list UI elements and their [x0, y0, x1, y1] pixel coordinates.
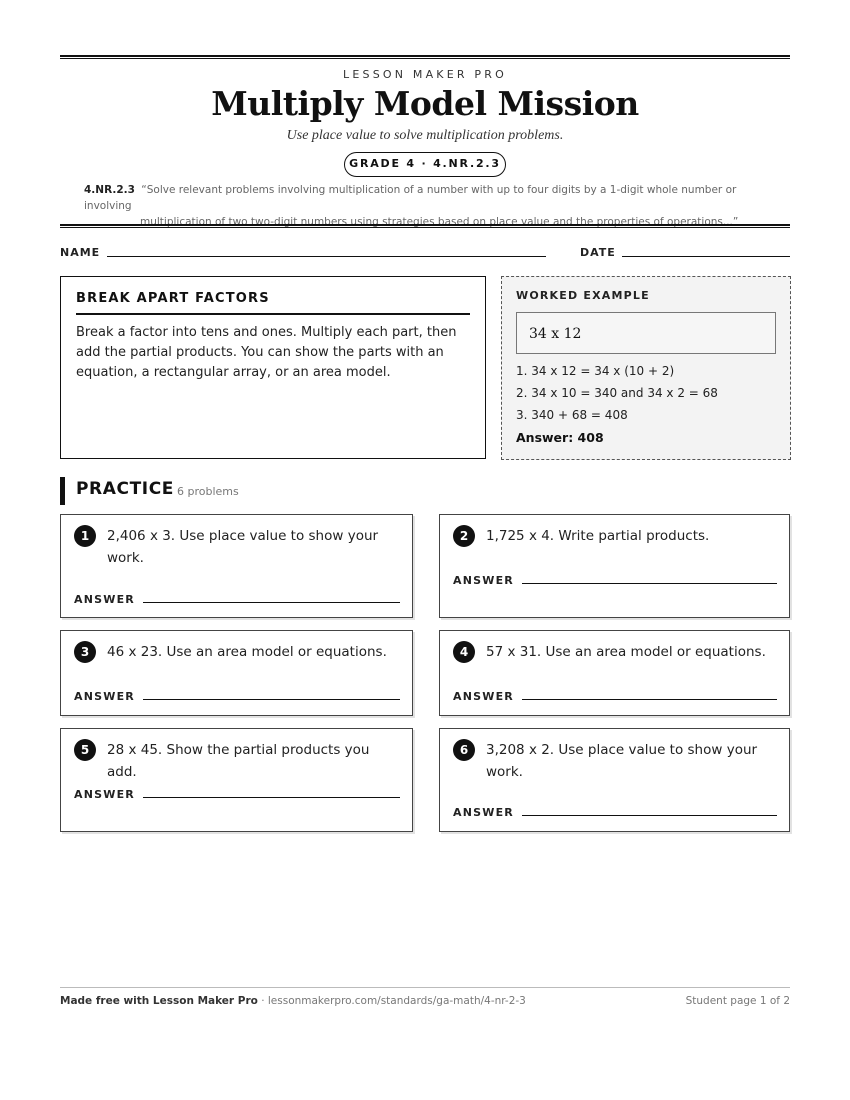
worked-example-answer: Answer: 408 [516, 430, 604, 445]
practice-title: PRACTICE [76, 479, 174, 499]
problem-text: 2,406 x 3. Use place value to show your work. [107, 528, 379, 566]
answer-row [74, 593, 400, 606]
date-field[interactable] [622, 256, 790, 257]
problem-text: 3,208 x 2. Use place value to show your work. [486, 742, 758, 780]
footer-page-number: Student page 1 of 2 [685, 995, 790, 1007]
answer-field[interactable] [522, 699, 777, 700]
worksheet-page [60, 0, 790, 1100]
problem-number-badge: 4 [453, 641, 475, 663]
footer-url[interactable]: · lessonmakerpro.com/standards/ga-math/4-nr-2-3 [257, 995, 526, 1007]
header-bottom-double-rule [60, 224, 790, 228]
practice-count: 6 problems [177, 485, 239, 498]
break-apart-title: BREAK APART FACTORS [76, 291, 470, 315]
problem-card-4 [439, 630, 790, 716]
problem-card-1 [60, 514, 413, 618]
problem-card-5 [60, 728, 413, 832]
problem-card-3 [60, 630, 413, 716]
problem-text: 28 x 45. Show the partial products you add. [107, 742, 370, 780]
standard-text-line1: “Solve relevant problems involving multiplication of a number with up to four digits by a 1-digit whole number or involving [84, 184, 737, 212]
answer-field[interactable] [522, 815, 777, 816]
worked-step: 1. 34 x 12 = 34 x (10 + 2) [516, 364, 675, 378]
answer-label: ANSWER [453, 574, 514, 587]
worked-step: 2. 34 x 10 = 340 and 34 x 2 = 68 [516, 386, 718, 400]
answer-row [453, 806, 777, 819]
answer-field[interactable] [522, 583, 777, 584]
answer-row [453, 690, 777, 703]
worked-example-box [501, 276, 791, 460]
answer-field[interactable] [143, 797, 400, 798]
answer-row [74, 788, 400, 801]
page-title: Multiply Model Mission [211, 84, 639, 123]
answer-label: ANSWER [453, 690, 514, 703]
standard-code: 4.NR.2.3 [84, 184, 135, 196]
worked-example-title: WORKED EXAMPLE [516, 289, 650, 302]
practice-accent-bar [60, 477, 65, 505]
worked-example-problem: 34 x 12 [516, 312, 776, 354]
problem-text: 1,725 x 4. Write partial products. [486, 528, 710, 544]
problem-number-badge: 5 [74, 739, 96, 761]
break-apart-body: Break a factor into tens and ones. Multiply each part, then add the partial products. You can show the parts with an equation, a rectangular array, or an area model. [76, 325, 457, 380]
footer-rule [60, 987, 790, 988]
problem-number-badge: 3 [74, 641, 96, 663]
page-subtitle: Use place value to solve multiplication problems. [286, 128, 564, 143]
name-field[interactable] [107, 256, 546, 257]
name-label: NAME [60, 246, 101, 259]
standard-text-line2: multiplication of two two-digit numbers using strategies based on place value and the properties of operations...” [140, 216, 739, 228]
answer-row [74, 690, 400, 703]
problem-number-badge: 6 [453, 739, 475, 761]
answer-row [453, 574, 777, 587]
problem-number-badge: 1 [74, 525, 96, 547]
date-label: DATE [580, 246, 616, 259]
problem-card-6 [439, 728, 790, 832]
top-double-rule [60, 55, 790, 59]
footer [60, 995, 790, 1007]
answer-label: ANSWER [453, 806, 514, 819]
standard-description [84, 182, 774, 230]
worked-example-steps [516, 360, 776, 426]
answer-field[interactable] [143, 602, 400, 603]
answer-label: ANSWER [74, 788, 135, 801]
answer-label: ANSWER [74, 690, 135, 703]
answer-field[interactable] [143, 699, 400, 700]
grade-badge: GRADE 4 · 4.NR.2.3 [344, 152, 506, 177]
brand-name: LESSON MAKER PRO [343, 68, 507, 81]
problem-card-2 [439, 514, 790, 618]
break-apart-box [60, 276, 486, 459]
worked-step: 3. 340 + 68 = 408 [516, 408, 628, 422]
problem-text: 46 x 23. Use an area model or equations. [107, 644, 387, 660]
answer-label: ANSWER [74, 593, 135, 606]
problem-text: 57 x 31. Use an area model or equations. [486, 644, 766, 660]
problem-number-badge: 2 [453, 525, 475, 547]
footer-made-with: Made free with Lesson Maker Pro [60, 995, 258, 1007]
